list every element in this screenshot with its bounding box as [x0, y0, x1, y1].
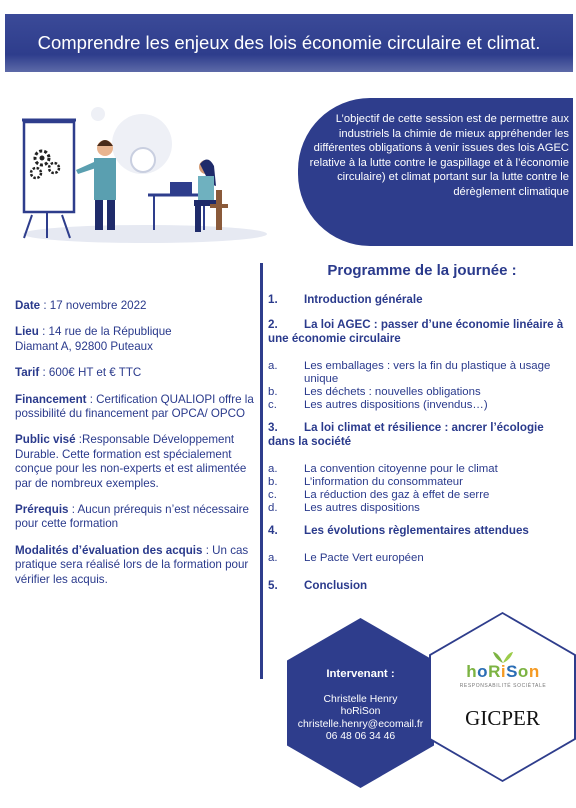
objective-text: L’objectif de cette session est de permettre aux industriels la chimie de mieux appréhender les différentes obligations à venir issues des lois AGEC relative à la lutte contre le gaspillage et à l’économie circulaire) et climat portant sur la lutte contre le dérèglement climatique	[309, 113, 569, 198]
programme-section: 5. Conclusion	[268, 579, 368, 592]
info-prerequis: Prérequis : Aucun prérequis n’est nécessaire pour cette formation	[15, 503, 249, 531]
speaker-card	[287, 668, 434, 744]
column-divider	[260, 263, 263, 679]
programme-section: 2. La loi AGEC : passer d’une économie linéaire à une économie circulaire	[268, 318, 564, 345]
horison-wordmark: hoRiSon	[466, 662, 540, 681]
objective-panel	[298, 98, 573, 246]
list-item: d. Les autres dispositions	[268, 502, 420, 514]
info-date: Date : 17 novembre 2022	[15, 299, 147, 312]
list-item: c. Les autres dispositions (invendus…)	[268, 399, 488, 411]
info-financement: Financement : Certification QUALIOPI offre la possibilité du financement par OPCA/ OPCO	[15, 392, 254, 421]
presentation-illustration	[20, 100, 270, 245]
list-item: a. Les emballages : vers la fin du plastique à usage unique	[268, 360, 551, 385]
programme-section: 4. Les évolutions règlementaires attendues	[268, 524, 529, 537]
speaker-email[interactable]: christelle.henry@ecomail.fr	[297, 718, 424, 730]
horison-logo	[447, 650, 559, 689]
page-title: Comprendre les enjeux des lois économie circulaire et climat.	[37, 32, 541, 53]
speaker-label: Intervenant :	[326, 668, 395, 680]
list-item: a. Le Pacte Vert européen	[268, 552, 424, 564]
info-public: Public visé :Responsable Développement Durable. Cette formation est spécialement conçue pour les non-experts et est alimentée par de nombreux exemples.	[15, 433, 247, 490]
programme-section: 3. La loi climat et résilience : ancrer l’écologie dans la société	[268, 421, 544, 448]
gicper-logo: GICPER	[465, 706, 540, 730]
programme-column	[268, 262, 568, 604]
list-item: c. La réduction des gaz à effet de serre	[268, 489, 490, 501]
list-item: a. La convention citoyenne pour le climat	[268, 463, 498, 475]
speaker-phone: 06 48 06 34 46	[325, 731, 396, 743]
info-modalites: Modalités d’évaluation des acquis : Un cas pratique sera réalisé lors de la formation pour vérifier les acquis.	[15, 543, 249, 586]
programme-subitems	[268, 360, 568, 412]
speaker-company: hoRiSon	[340, 706, 381, 718]
programme-section: 1. Introduction générale	[268, 293, 423, 306]
info-lieu: Lieu : 14 rue de la République Diamant A, 92800 Puteaux	[15, 325, 172, 353]
header-banner	[5, 14, 573, 72]
info-tarif: Tarif : 600€ HT et € TTC	[15, 366, 142, 380]
horison-tagline: RESPONSABILITÉ SOCIÉTALE	[459, 683, 547, 689]
speaker-name: Christelle Henry	[323, 694, 398, 705]
programme-title: Programme de la journée :	[327, 262, 517, 279]
info-column	[15, 299, 258, 599]
programme-subitems	[268, 552, 568, 565]
programme-subitems	[268, 463, 568, 515]
list-item: b. L’information du consommateur	[268, 476, 463, 488]
list-item: b. Les déchets : nouvelles obligations	[268, 386, 481, 398]
logos-hexagon	[429, 612, 576, 782]
